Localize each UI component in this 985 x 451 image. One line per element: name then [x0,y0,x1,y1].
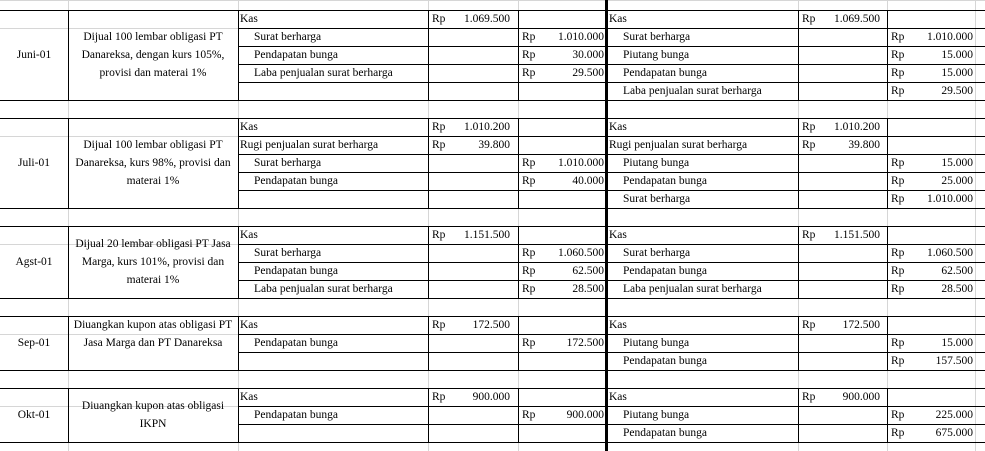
right-journal-amount: 28.500 [941,283,973,295]
left-journal-account-name: Surat berharga [254,247,322,259]
row-border [238,352,985,353]
right-journal-account-name: Piutang bunga [623,157,690,169]
column-border [798,10,799,100]
block-bottom-border [0,208,985,209]
right-journal-account-name: Kas [609,391,627,403]
right-journal-account-name: Pendapatan bunga [623,67,707,79]
right-journal-account-name: Piutang bunga [623,337,690,349]
right-journal-currency: Rp [802,121,816,133]
row-border [238,424,985,425]
right-journal-amount: 39.800 [848,139,880,151]
left-journal-currency: Rp [432,229,446,241]
right-journal-account-name: Surat berharga [623,247,691,259]
column-border [68,118,69,208]
row-border [238,28,985,29]
right-journal-amount: 172.500 [842,319,880,331]
right-journal-account-name: Rugi penjualan surat berharga [609,139,748,151]
right-journal-amount: 1.151.500 [834,229,880,241]
left-journal-currency: Rp [432,319,446,331]
right-journal-currency: Rp [891,49,905,61]
right-journal-currency: Rp [891,157,905,169]
left-journal-amount: 40.000 [572,175,604,187]
column-border [887,118,888,208]
right-journal-currency: Rp [891,265,905,277]
column-border [68,226,69,298]
left-journal-currency: Rp [522,409,536,421]
left-journal-amount: 1.069.500 [464,13,510,25]
column-border [428,388,429,442]
transaction-date: Juli-01 [18,157,50,169]
left-journal-amount: 1.060.500 [558,247,604,259]
right-journal-amount: 900.000 [842,391,880,403]
column-border [238,316,239,370]
right-journal-currency: Rp [891,247,905,259]
column-border [887,10,888,100]
transaction-description: Dijual 20 lembar obligasi PT Jasa Marga, kurs 101%, provisi dan materai 1% [75,238,231,286]
left-journal-account-name: Laba penjualan surat berharga [254,67,393,79]
left-journal-amount: 39.800 [478,139,510,151]
row-border [238,334,985,335]
right-journal-currency: Rp [891,337,905,349]
right-journal-currency: Rp [891,67,905,79]
left-journal-account-name: Kas [240,13,258,25]
left-journal-currency: Rp [522,49,536,61]
left-journal-account-name: Surat berharga [254,157,322,169]
row-border [238,190,985,191]
left-journal-currency: Rp [432,121,446,133]
column-border [238,10,239,100]
right-journal-amount: 15.000 [941,67,973,79]
block-bottom-border [0,100,985,101]
column-border [68,316,69,370]
right-journal-account-name: Pendapatan bunga [623,427,707,439]
row-border [238,262,985,263]
right-journal-currency: Rp [802,391,816,403]
left-journal-account-name: Laba penjualan surat berharga [254,283,393,295]
left-journal-account-name: Pendapatan bunga [254,409,338,421]
left-journal-currency: Rp [432,139,446,151]
transaction-date: Juni-01 [16,49,52,61]
left-journal-account-name: Kas [240,121,258,133]
right-journal-amount: 29.500 [941,85,973,97]
left-journal-currency: Rp [522,337,536,349]
left-journal-amount: 29.500 [572,67,604,79]
column-border [798,388,799,442]
block-bottom-border [0,370,985,371]
right-journal-currency: Rp [802,139,816,151]
left-journal-amount: 1.151.500 [464,229,510,241]
left-journal-account-name: Kas [240,229,258,241]
transaction-description: Dijual 100 lembar obligasi PT Danareksa, dengan kurs 105%, provisi dan materai 1% [81,31,225,79]
column-border [68,388,69,442]
right-journal-account-name: Piutang bunga [623,409,690,421]
right-journal-amount: 1.069.500 [834,13,880,25]
row-border [238,82,985,83]
left-journal-currency: Rp [522,67,536,79]
transaction-date: Okt-01 [17,409,51,421]
transaction-date: Agst-01 [15,256,53,268]
row-border [238,46,985,47]
right-journal-account-name: Piutang bunga [623,49,690,61]
right-journal-currency: Rp [802,229,816,241]
right-journal-account-name: Laba penjualan surat berharga [623,283,762,295]
right-journal-amount: 225.000 [935,409,973,421]
left-journal-amount: 172.500 [566,337,604,349]
right-journal-account-name: Pendapatan bunga [623,175,707,187]
left-journal-account-name: Pendapatan bunga [254,265,338,277]
right-journal-currency: Rp [891,283,905,295]
right-journal-currency: Rp [891,193,905,205]
left-journal-currency: Rp [432,13,446,25]
right-journal-currency: Rp [891,31,905,43]
block-bottom-border [0,442,985,443]
transaction-description: Diuangkan kupon atas obligasi PT Jasa Marga dan PT Danareksa [73,319,233,349]
left-journal-currency: Rp [522,247,536,259]
left-journal-account-name: Pendapatan bunga [254,49,338,61]
right-journal-amount: 15.000 [941,157,973,169]
right-journal-account-name: Surat berharga [623,31,691,43]
left-journal-currency: Rp [522,265,536,277]
right-journal-account-name: Kas [609,319,627,331]
right-journal-account-name: Kas [609,121,627,133]
column-border [238,118,239,208]
column-border [887,388,888,442]
row-border [238,172,985,173]
right-journal-account-name: Laba penjualan surat berharga [623,85,762,97]
right-journal-account-name: Pendapatan bunga [623,355,707,367]
left-journal-amount: 1.010.000 [558,157,604,169]
column-border [68,10,69,100]
transaction-description: Dijual 100 lembar obligasi PT Danareksa, kurs 98%, provisi dan materai 1% [75,139,231,187]
right-journal-currency: Rp [891,85,905,97]
right-journal-account-name: Surat berharga [623,193,691,205]
column-border [238,388,239,442]
block-bottom-border [0,298,985,299]
row-border [238,406,985,407]
right-journal-account-name: Kas [609,13,627,25]
transaction-date: Sep-01 [17,337,51,349]
column-border [428,118,429,208]
right-journal-amount: 15.000 [941,337,973,349]
journal-divider [605,0,608,451]
right-journal-amount: 15.000 [941,49,973,61]
left-journal-amount: 62.500 [572,265,604,277]
right-journal-amount: 1.010.000 [927,31,973,43]
column-border [518,388,519,442]
right-journal-currency: Rp [891,175,905,187]
right-journal-amount: 25.000 [941,175,973,187]
right-journal-amount: 1.010.000 [927,193,973,205]
left-journal-account-name: Surat berharga [254,31,322,43]
left-journal-amount: 900.000 [472,391,510,403]
right-journal-amount: 675.000 [935,427,973,439]
left-journal-amount: 900.000 [566,409,604,421]
left-journal-amount: 30.000 [572,49,604,61]
left-journal-amount: 28.500 [572,283,604,295]
column-border [518,10,519,100]
right-journal-amount: 1.060.500 [927,247,973,259]
column-border [428,316,429,370]
right-journal-account-name: Kas [609,229,627,241]
left-journal-amount: 1.010.200 [464,121,510,133]
left-journal-account-name: Rugi penjualan surat berharga [240,139,379,151]
column-border [518,118,519,208]
left-journal-account-name: Pendapatan bunga [254,337,338,349]
column-border [798,316,799,370]
row-border [238,154,985,155]
right-journal-amount: 62.500 [941,265,973,277]
row-border [238,244,985,245]
column-border [428,10,429,100]
left-journal-account-name: Kas [240,391,258,403]
gridline [0,0,985,1]
left-journal-currency: Rp [522,175,536,187]
left-journal-currency: Rp [522,157,536,169]
left-journal-currency: Rp [432,391,446,403]
left-journal-currency: Rp [522,283,536,295]
left-journal-amount: 1.010.000 [558,31,604,43]
left-journal-currency: Rp [522,31,536,43]
left-journal-account-name: Pendapatan bunga [254,175,338,187]
right-journal-currency: Rp [891,409,905,421]
column-border [887,316,888,370]
column-border [798,118,799,208]
transaction-description: Diuangkan kupon atas obligasi IKPN [81,400,225,430]
column-border [518,316,519,370]
right-journal-currency: Rp [891,427,905,439]
right-journal-currency: Rp [802,13,816,25]
right-journal-currency: Rp [802,319,816,331]
left-journal-account-name: Kas [240,319,258,331]
right-journal-account-name: Pendapatan bunga [623,265,707,277]
right-journal-amount: 1.010.200 [834,121,880,133]
right-journal-amount: 157.500 [935,355,973,367]
right-journal-currency: Rp [891,355,905,367]
left-journal-amount: 172.500 [472,319,510,331]
